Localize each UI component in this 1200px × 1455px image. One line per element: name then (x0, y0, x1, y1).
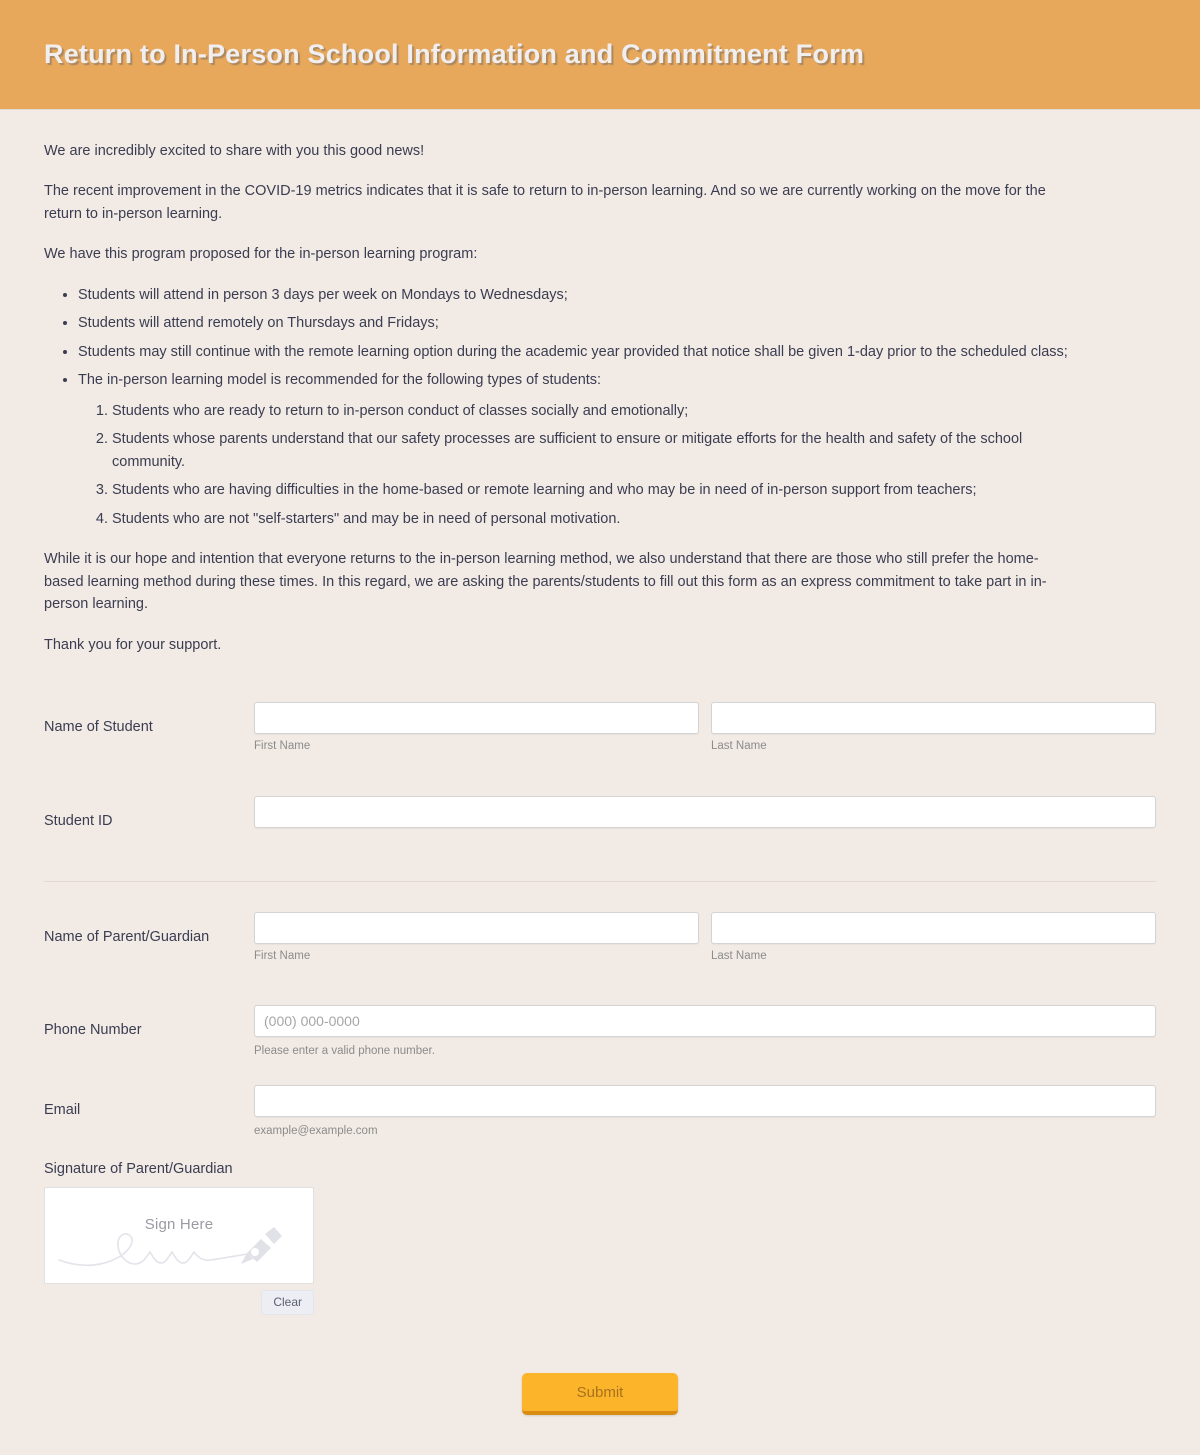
name-pair (254, 702, 1156, 754)
list-item (78, 369, 1068, 530)
first-name-column (254, 702, 699, 754)
student-id-input[interactable] (254, 796, 1156, 828)
submit-row (0, 1315, 1200, 1455)
field-student-id (44, 796, 1156, 831)
form-body (0, 674, 1200, 1139)
field-student-name (44, 702, 1156, 754)
page-title: Return to In-Person School Information and Commitment Form (44, 39, 865, 69)
list-item: • Students may still continue with the remote learning option during the academic year provided that notice shall be given 1-day prior to the scheduled class; (78, 341, 1068, 363)
field-control (254, 1005, 1156, 1059)
list-item-label: The in-person learning model is recommended for the following types of students: (78, 372, 602, 389)
spacer (44, 758, 1156, 796)
pen-nib-icon (241, 1227, 282, 1264)
last-name-column (711, 702, 1156, 754)
last-name-column (711, 912, 1156, 964)
field-parent-name (44, 912, 1156, 964)
spacer (44, 835, 1156, 873)
field-label: Phone Number (44, 1022, 142, 1039)
section-divider (44, 881, 1156, 882)
intro-paragraph-1: We are incredibly excited to share with you this good news! (44, 143, 425, 159)
name-pair (254, 912, 1156, 964)
intro-paragraph-3: We have this program proposed for the in-person learning program: (44, 246, 478, 263)
intro-section (0, 110, 1112, 656)
email-input[interactable] (254, 1085, 1156, 1117)
list-item: 3. Students who are having difficulties in the home-based or remote learning and who may be in need of in-person support from teachers; (112, 479, 1068, 501)
first-name-sub-label: First Name (254, 739, 311, 752)
parent-last-name-input[interactable] (711, 912, 1156, 944)
list-item: 4. Students who are not "self-starters" and may be in need of personal motivation. (112, 508, 1068, 530)
intro-paragraph-2: The recent improvement in the COVID-19 metrics indicates that it is safe to return to in-person learning. And so we are currently working on the move for the return to in-person learning. (44, 183, 1046, 222)
submit-button[interactable]: Submit (522, 1373, 678, 1415)
list-item: 1. Students who are ready to return to in-person conduct of classes socially and emotionally; (112, 400, 1068, 422)
phone-hint: Please enter a valid phone number. (254, 1045, 435, 1058)
form-header (0, 0, 1200, 110)
signature-squiggle-icon (55, 1226, 305, 1278)
list-item: • Students will attend in person 3 days per week on Mondays to Wednesdays; (78, 284, 1068, 306)
field-label: Email (44, 1102, 81, 1119)
signature-pad[interactable] (44, 1187, 314, 1284)
student-last-name-input[interactable] (711, 702, 1156, 734)
field-control (254, 912, 1156, 964)
list-item: 2. Students whose parents understand that our safety processes are sufficient to ensure or mitigate efforts for the health and safety of the school community. (112, 428, 1068, 473)
email-hint: example@example.com (254, 1125, 378, 1138)
student-first-name-input[interactable] (254, 702, 699, 734)
list-item: • Students will attend remotely on Thursdays and Fridays; (78, 312, 1068, 334)
clear-signature-button[interactable]: Clear (261, 1290, 314, 1315)
student-type-numbered-list (78, 400, 1068, 530)
spacer (44, 967, 1156, 1005)
field-label: Name of Student (44, 718, 153, 735)
field-control (254, 796, 1156, 828)
field-email (44, 1085, 1156, 1139)
last-name-sub-label: Last Name (711, 949, 767, 962)
field-control (254, 702, 1156, 754)
sign-here-label: Sign Here (144, 1216, 214, 1233)
first-name-sub-label: First Name (254, 949, 311, 962)
spacer (44, 1063, 1156, 1085)
phone-number-input[interactable] (254, 1005, 1156, 1037)
field-control (254, 1085, 1156, 1139)
parent-first-name-input[interactable] (254, 912, 699, 944)
signature-label: Signature of Parent/Guardian (44, 1161, 233, 1177)
program-bullet-list (44, 284, 1068, 530)
last-name-sub-label: Last Name (711, 739, 767, 752)
intro-paragraph-5: Thank you for your support. (44, 636, 222, 653)
clear-row (44, 1290, 314, 1315)
intro-paragraph-4: While it is our hope and intention that everyone returns to the in-person learning method, we also understand that there are those who still prefer the home-based learning method during these times. In this regard, we are asking the parents/students to fill out this form as an express commitment to take part in in-person learning. (44, 551, 1047, 613)
signature-block (0, 1143, 1200, 1315)
field-label: Student ID (44, 812, 113, 829)
field-label: Name of Parent/Guardian (44, 928, 210, 945)
first-name-column (254, 912, 699, 964)
field-phone-number (44, 1005, 1156, 1059)
